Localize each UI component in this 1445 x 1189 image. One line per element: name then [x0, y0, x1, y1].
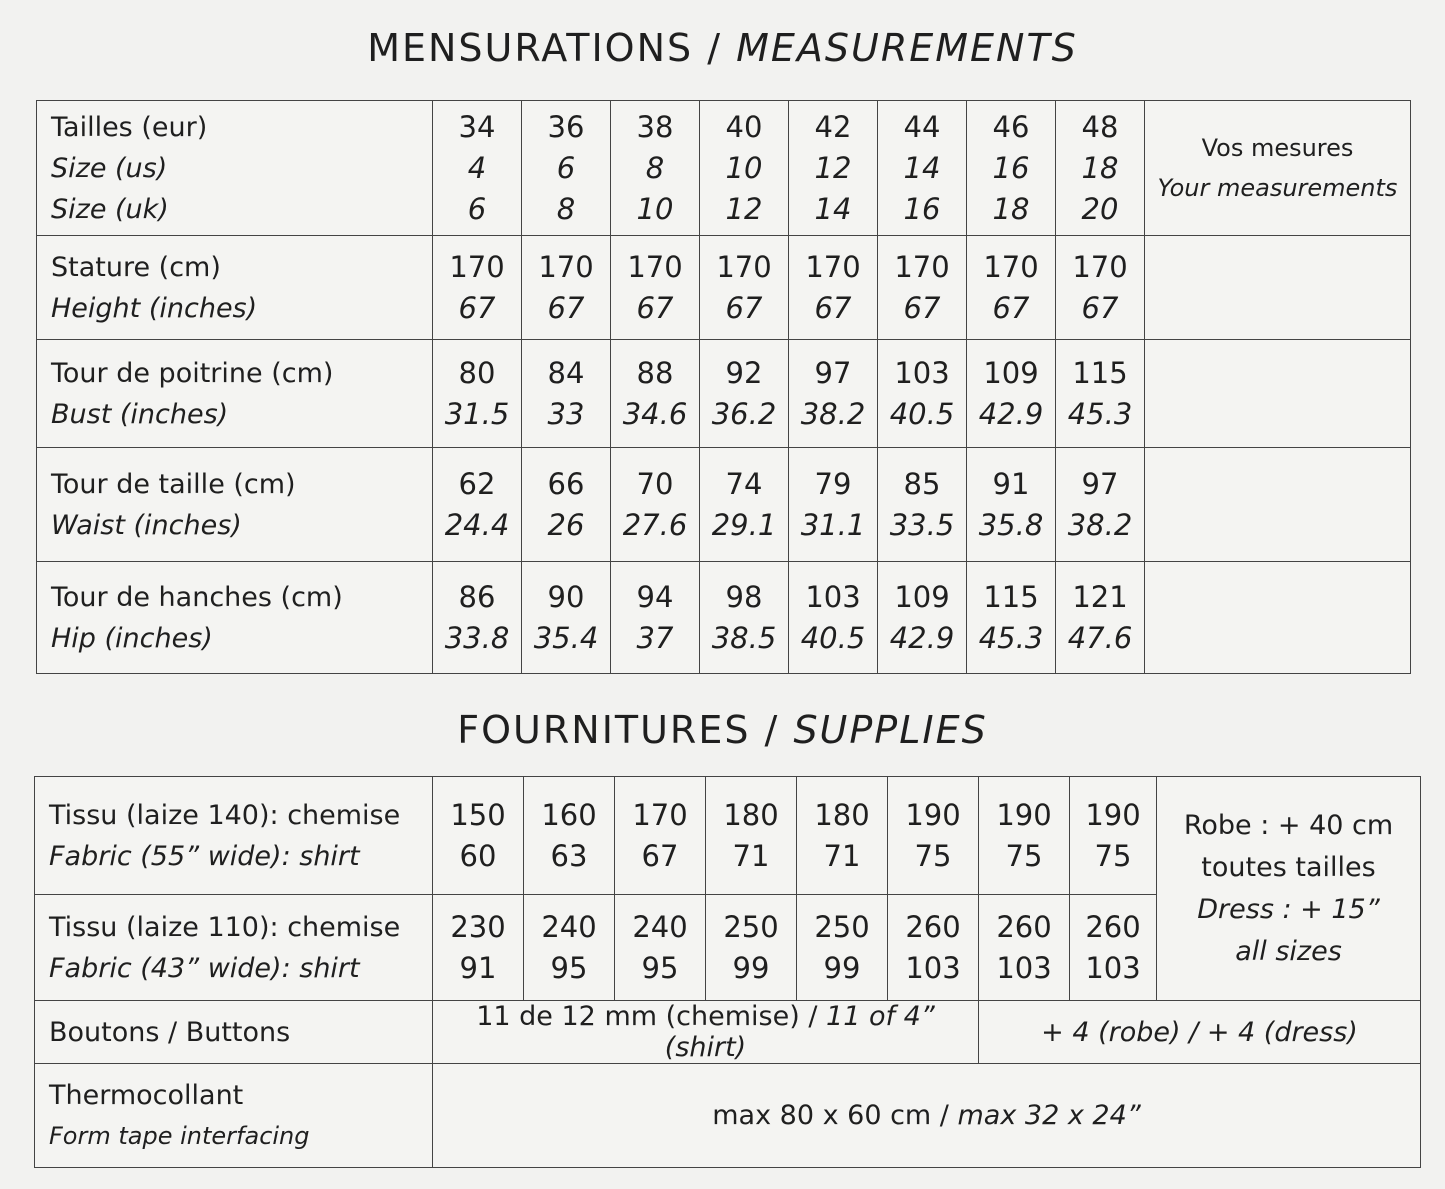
your-measurements-fr: Vos mesures [1201, 134, 1354, 162]
value-inches: 24.4 [444, 507, 510, 542]
size-column [967, 101, 1056, 236]
value-inches: 29.1 [711, 507, 777, 542]
size-eur: 40 [725, 109, 763, 144]
value-inches: 67 [1081, 290, 1119, 325]
fabric-label-fr: Tissu (laize 110): chemise [49, 911, 401, 943]
size-uk: 6 [467, 191, 487, 226]
fabric-value-cell [1070, 895, 1157, 1001]
your-measurement-blank-cell [1145, 340, 1411, 448]
size-uk: 12 [725, 191, 763, 226]
measurement-label-en: Hip (inches) [51, 622, 213, 654]
fabric-inches: 63 [550, 838, 588, 873]
measurement-label-cell [37, 236, 433, 340]
size-uk: 20 [1081, 191, 1119, 226]
measurement-value-cell [700, 236, 789, 340]
value-inches: 38.2 [800, 396, 866, 431]
your-measurement-blank-cell [1145, 562, 1411, 674]
size-us: 18 [1081, 150, 1119, 185]
value-cm: 170 [538, 249, 594, 284]
size-eur: 44 [903, 109, 941, 144]
measurement-value-cell [1056, 448, 1145, 562]
value-inches: 40.5 [889, 396, 955, 431]
fabric-inches: 99 [732, 950, 770, 985]
value-cm: 170 [983, 249, 1039, 284]
size-eur: 38 [636, 109, 674, 144]
fabric-cm: 180 [814, 797, 870, 832]
measurement-value-cell [611, 236, 700, 340]
measurement-row [37, 448, 1411, 562]
sizes-label-cell [37, 101, 433, 236]
size-us: 6 [556, 150, 576, 185]
measurement-label-fr: Tour de taille (cm) [51, 468, 296, 500]
buttons-shirt-fr: 11 de 12 mm (chemise) / [476, 1001, 818, 1032]
buttons-dress-cell: + 4 (robe) / + 4 (dress) [979, 1001, 1421, 1064]
measurement-value-cell [789, 236, 878, 340]
value-inches: 67 [636, 290, 674, 325]
measurement-value-cell [433, 562, 522, 674]
interfacing-value-fr: max 80 x 60 cm / [712, 1100, 949, 1131]
value-inches: 67 [547, 290, 585, 325]
fabric-value-cell [979, 895, 1070, 1001]
measurement-value-cell [611, 448, 700, 562]
value-inches: 40.5 [800, 620, 866, 655]
fabric-inches: 75 [914, 838, 952, 873]
fabric-value-cell [888, 895, 979, 1001]
size-eur: 42 [814, 109, 852, 144]
value-inches: 26 [547, 507, 585, 542]
value-cm: 97 [814, 355, 852, 390]
value-cm: 91 [992, 466, 1030, 501]
measurement-row [37, 340, 1411, 448]
value-inches: 38.5 [711, 620, 777, 655]
fabric-inches: 103 [905, 950, 961, 985]
fabric-value-cell [1070, 777, 1157, 895]
size-column [878, 101, 967, 236]
interfacing-label-en: Form tape interfacing [49, 1121, 310, 1150]
buttons-label: Boutons / Buttons [35, 1001, 433, 1064]
value-cm: 98 [725, 579, 763, 614]
fabric-value-cell [706, 895, 797, 1001]
size-eur: 36 [547, 109, 585, 144]
fabric-value-cell [888, 777, 979, 895]
value-cm: 103 [894, 355, 950, 390]
fabric-label-cell [35, 777, 433, 895]
measurement-label-cell [37, 340, 433, 448]
measurement-row [37, 562, 1411, 674]
dress-note-cell [1157, 777, 1421, 1001]
fabric-inches: 71 [732, 838, 770, 873]
fabric-inches: 99 [823, 950, 861, 985]
value-inches: 47.6 [1067, 620, 1133, 655]
value-cm: 80 [458, 355, 496, 390]
value-cm: 66 [547, 466, 585, 501]
fabric-inches: 91 [459, 950, 497, 985]
fabric-value-cell [615, 777, 706, 895]
fabric-cm: 240 [632, 909, 688, 944]
measurement-value-cell [522, 448, 611, 562]
value-cm: 170 [805, 249, 861, 284]
fabric-inches: 95 [641, 950, 679, 985]
value-cm: 170 [627, 249, 683, 284]
value-inches: 45.3 [1067, 396, 1133, 431]
measurement-value-cell [700, 562, 789, 674]
fabric-value-cell [615, 895, 706, 1001]
interfacing-label-fr: Thermocollant [49, 1079, 244, 1111]
size-column [700, 101, 789, 236]
value-cm: 170 [449, 249, 505, 284]
value-cm: 85 [903, 466, 941, 501]
fabric-cm: 180 [723, 797, 779, 832]
size-uk: 18 [992, 191, 1030, 226]
fabric-cm: 260 [1085, 909, 1141, 944]
measurement-label-cell [37, 562, 433, 674]
size-column [433, 101, 522, 236]
fabric-cm: 260 [996, 909, 1052, 944]
value-cm: 170 [716, 249, 772, 284]
value-cm: 86 [458, 579, 496, 614]
value-inches: 67 [903, 290, 941, 325]
measurement-label-fr: Tour de hanches (cm) [51, 581, 343, 613]
measurement-label-en: Height (inches) [51, 292, 258, 324]
value-cm: 94 [636, 579, 674, 614]
value-inches: 42.9 [889, 620, 955, 655]
measurement-value-cell [433, 340, 522, 448]
measurement-label-cell [37, 448, 433, 562]
size-eur-label: Tailles (eur) [51, 111, 208, 143]
value-inches: 67 [814, 290, 852, 325]
size-us: 12 [814, 150, 852, 185]
value-cm: 62 [458, 466, 496, 501]
size-us: 4 [467, 150, 487, 185]
measurement-label-fr: Stature (cm) [51, 251, 221, 283]
fabric-value-cell [797, 895, 888, 1001]
size-eur: 34 [458, 109, 496, 144]
fabric-inches: 60 [459, 838, 497, 873]
measurement-value-cell [1056, 340, 1145, 448]
fabric-label-en: Fabric (55” wide): shirt [49, 840, 360, 872]
measurement-value-cell [433, 448, 522, 562]
size-us: 16 [992, 150, 1030, 185]
size-eur: 46 [992, 109, 1030, 144]
measurement-row [37, 236, 1411, 340]
size-uk: 14 [814, 191, 852, 226]
fabric-value-cell [797, 777, 888, 895]
size-us: 10 [725, 150, 763, 185]
measurement-value-cell [878, 236, 967, 340]
fabric-cm: 150 [450, 797, 506, 832]
value-inches: 45.3 [978, 620, 1044, 655]
size-eur: 48 [1081, 109, 1119, 144]
fabric-inches: 103 [1085, 950, 1141, 985]
value-cm: 88 [636, 355, 674, 390]
value-inches: 36.2 [711, 396, 777, 431]
buttons-shirt-cell [433, 1001, 979, 1064]
fabric-cm: 190 [996, 797, 1052, 832]
value-inches: 33.8 [444, 620, 510, 655]
value-cm: 109 [983, 355, 1039, 390]
fabric-value-cell [524, 895, 615, 1001]
size-uk: 16 [903, 191, 941, 226]
measurement-label-en: Bust (inches) [51, 398, 229, 430]
fabric-inches: 95 [550, 950, 588, 985]
fabric-label-en: Fabric (43” wide): shirt [49, 952, 360, 984]
supplies-title-en: SUPPLIES [793, 708, 988, 752]
size-us: 8 [645, 150, 665, 185]
measurement-value-cell [789, 562, 878, 674]
measurements-title-fr: MENSURATIONS / [367, 26, 723, 70]
size-uk-label: Size (uk) [51, 193, 169, 225]
measurement-value-cell [878, 448, 967, 562]
measurements-title-en: MEASUREMENTS [736, 26, 1078, 70]
measurement-value-cell [1056, 236, 1145, 340]
fabric-inches: 67 [641, 838, 679, 873]
fabric-cm: 160 [541, 797, 597, 832]
dress-note-line4: all sizes [1235, 935, 1342, 967]
dress-note-line2: toutes tailles [1201, 851, 1376, 883]
fabric-value-cell [433, 777, 524, 895]
measurement-value-cell [789, 448, 878, 562]
measurements-table [36, 100, 1411, 674]
measurement-value-cell [611, 340, 700, 448]
dress-note-line1: Robe : + 40 cm [1183, 809, 1394, 841]
interfacing-value-en: max 32 x 24” [957, 1100, 1141, 1131]
measurement-value-cell [878, 562, 967, 674]
interfacing-value-cell [433, 1064, 1421, 1168]
measurement-label-en: Waist (inches) [51, 509, 242, 541]
value-cm: 170 [894, 249, 950, 284]
value-inches: 67 [725, 290, 763, 325]
fabric-cm: 170 [632, 797, 688, 832]
value-cm: 103 [805, 579, 861, 614]
measurement-value-cell [700, 448, 789, 562]
value-inches: 34.6 [622, 396, 688, 431]
value-inches: 67 [458, 290, 496, 325]
fabric-cm: 260 [905, 909, 961, 944]
fabric-row [35, 777, 1421, 895]
measurement-label-fr: Tour de poitrine (cm) [51, 357, 334, 389]
value-cm: 97 [1081, 466, 1119, 501]
value-cm: 92 [725, 355, 763, 390]
value-cm: 121 [1072, 579, 1128, 614]
measurement-value-cell [700, 340, 789, 448]
measurement-value-cell [967, 340, 1056, 448]
value-cm: 109 [894, 579, 950, 614]
value-cm: 170 [1072, 249, 1128, 284]
fabric-value-cell [524, 777, 615, 895]
measurement-value-cell [789, 340, 878, 448]
supplies-title [0, 708, 1445, 752]
fabric-inches: 75 [1005, 838, 1043, 873]
your-measurements-header [1145, 101, 1411, 236]
fabric-label-fr: Tissu (laize 140): chemise [49, 799, 401, 831]
measurement-value-cell [522, 236, 611, 340]
fabric-cm: 190 [1085, 797, 1141, 832]
size-column [789, 101, 878, 236]
measurement-value-cell [878, 340, 967, 448]
value-inches: 67 [992, 290, 1030, 325]
interfacing-label-cell [35, 1064, 433, 1168]
value-inches: 35.4 [533, 620, 599, 655]
value-cm: 70 [636, 466, 674, 501]
value-cm: 79 [814, 466, 852, 501]
value-cm: 115 [1072, 355, 1128, 390]
fabric-cm: 250 [814, 909, 870, 944]
value-inches: 37 [636, 620, 674, 655]
fabric-cm: 190 [905, 797, 961, 832]
your-measurement-blank-cell [1145, 236, 1411, 340]
fabric-inches: 71 [823, 838, 861, 873]
size-column [1056, 101, 1145, 236]
supplies-table [34, 776, 1421, 1168]
value-inches: 38.2 [1067, 507, 1133, 542]
fabric-label-cell [35, 895, 433, 1001]
fabric-value-cell [433, 895, 524, 1001]
fabric-inches: 103 [996, 950, 1052, 985]
value-inches: 31.5 [444, 396, 510, 431]
value-inches: 33 [547, 396, 585, 431]
your-measurements-en: Your measurements [1157, 174, 1398, 202]
measurement-value-cell [611, 562, 700, 674]
sizes-row [37, 101, 1411, 236]
value-cm: 90 [547, 579, 585, 614]
size-column [611, 101, 700, 236]
fabric-cm: 250 [723, 909, 779, 944]
fabric-inches: 75 [1094, 838, 1132, 873]
buttons-row [35, 1001, 1421, 1064]
size-uk: 10 [636, 191, 674, 226]
fabric-cm: 230 [450, 909, 506, 944]
value-cm: 74 [725, 466, 763, 501]
measurement-value-cell [967, 448, 1056, 562]
value-inches: 42.9 [978, 396, 1044, 431]
measurement-value-cell [1056, 562, 1145, 674]
measurements-title [0, 26, 1445, 70]
size-us: 14 [903, 150, 941, 185]
size-column [522, 101, 611, 236]
value-inches: 35.8 [978, 507, 1044, 542]
buttons-shirt-en: 11 of 4” (shirt) [664, 1001, 935, 1063]
fabric-value-cell [706, 777, 797, 895]
measurement-value-cell [967, 562, 1056, 674]
value-cm: 84 [547, 355, 585, 390]
dress-note-line3: Dress : + 15” [1197, 893, 1380, 925]
fabric-cm: 240 [541, 909, 597, 944]
measurement-value-cell [522, 562, 611, 674]
measurement-value-cell [433, 236, 522, 340]
value-cm: 115 [983, 579, 1039, 614]
value-inches: 27.6 [622, 507, 688, 542]
size-us-label: Size (us) [51, 152, 168, 184]
size-uk: 8 [556, 191, 576, 226]
value-inches: 33.5 [889, 507, 955, 542]
interfacing-row [35, 1064, 1421, 1168]
supplies-title-fr: FOURNITURES / [457, 708, 780, 752]
value-inches: 31.1 [800, 507, 866, 542]
measurement-value-cell [522, 340, 611, 448]
your-measurement-blank-cell [1145, 448, 1411, 562]
fabric-value-cell [979, 777, 1070, 895]
measurement-value-cell [967, 236, 1056, 340]
